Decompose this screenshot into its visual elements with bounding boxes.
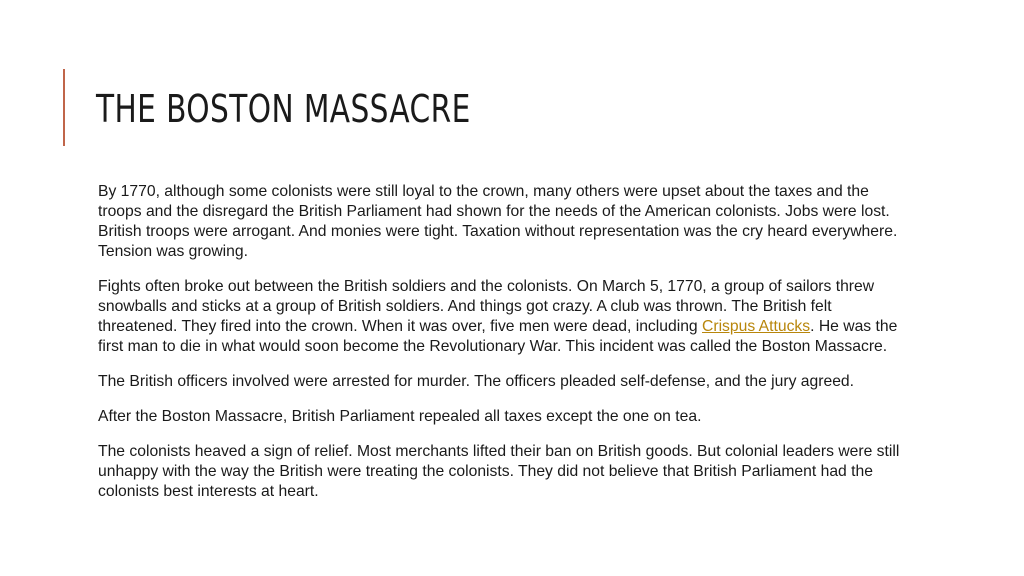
slide-title: THE BOSTON MASSACRE bbox=[96, 87, 471, 131]
paragraph-3: The British officers involved were arrested for murder. The officers pleaded self-defense, and the jury agreed. bbox=[98, 373, 855, 390]
paragraph-4: After the Boston Massacre, British Parliament repealed all taxes except the one on tea. bbox=[98, 408, 702, 425]
paragraph-2-text-before-link: Fights often broke out between the British soldiers and the colonists. On March 5, 1770, a group of sailors threw snowballs and sticks at a group of British soldiers. And things got crazy. A club was thrown. The British felt threatened. They fired into the crown. When it was over, five men were dead, including bbox=[98, 278, 875, 335]
title-accent-bar bbox=[63, 69, 65, 146]
paragraph-2-text-after-link: . He was the first man to die in what would soon become the Revolutionary War. This incident was called the Boston Massacre. bbox=[98, 318, 898, 355]
slide-body bbox=[98, 182, 900, 517]
crispus-attucks-link[interactable]: Crispus Attucks bbox=[702, 318, 811, 335]
paragraph-2 bbox=[98, 277, 900, 357]
paragraph-1: By 1770, although some colonists were still loyal to the crown, many others were upset about the taxes and the troops and the disregard the British Parliament had shown for the needs of the American colonists. Jobs were lost. British troops were arrogant. And monies were tight. Taxation without representation was the cry heard everywhere. Tension was growing. bbox=[98, 183, 898, 260]
paragraph-5: The colonists heaved a sign of relief. Most merchants lifted their ban on British goods. But colonial leaders were still unhappy with the way the British were treating the colonists. They did not believe that British Parliament had the colonists best interests at heart. bbox=[98, 443, 900, 500]
